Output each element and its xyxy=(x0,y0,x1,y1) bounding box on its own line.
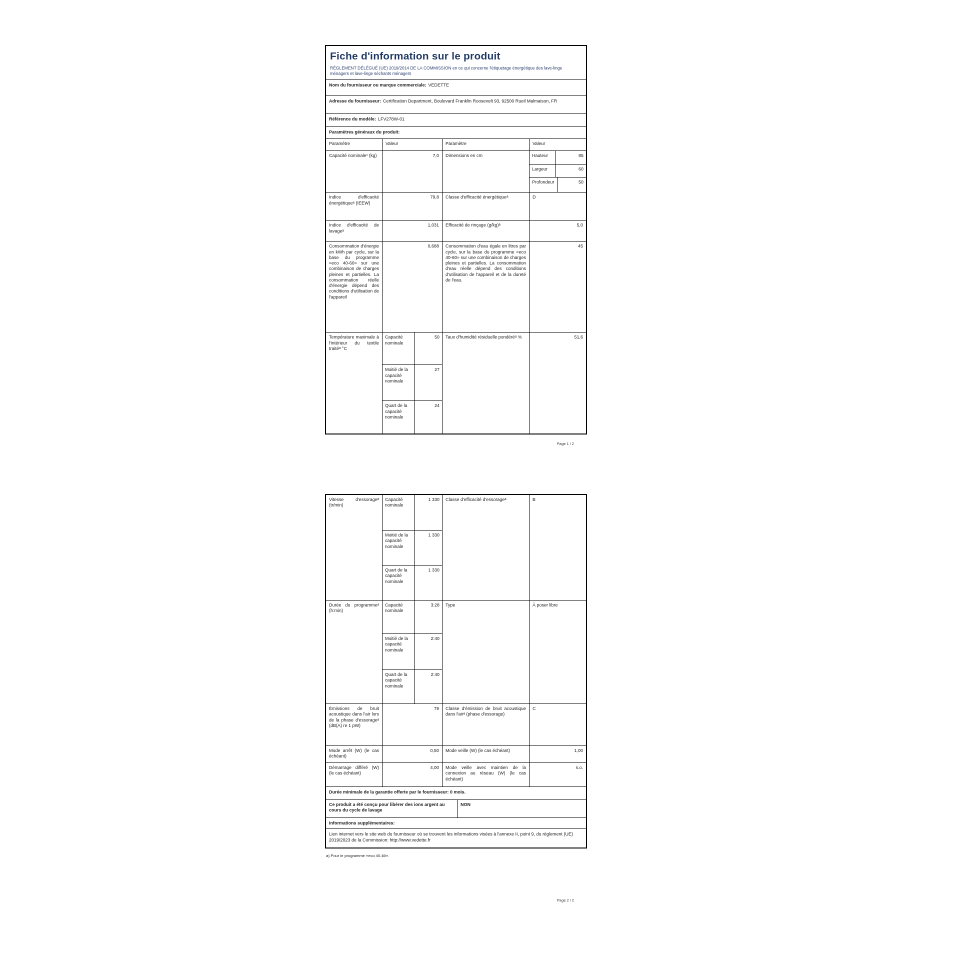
dimensions-label: Dimensions en cm xyxy=(442,151,529,192)
row-energy-water xyxy=(326,241,586,332)
energy-consumption-value: 0,688 xyxy=(382,242,442,333)
duration-nominal-value: 3:28 xyxy=(415,601,443,634)
title-block xyxy=(326,46,586,80)
off-mode-label: Mode arrêt (W) (le cas échéant) xyxy=(329,748,379,759)
type-value: À poser libre xyxy=(529,601,586,704)
page-1 xyxy=(325,45,588,475)
additional-info-label: Informations supplémentaires: xyxy=(329,820,395,826)
product-fiche-page2 xyxy=(325,494,587,849)
row-wash-rinse xyxy=(326,220,586,241)
dim-width-label: Largeur xyxy=(532,166,548,172)
standby-value: 1,00 xyxy=(529,746,586,763)
table-header-row xyxy=(326,139,586,151)
page1-footer: Page 1 / 2 xyxy=(556,441,574,447)
spin-quarter-value: 1 330 xyxy=(415,566,443,601)
row-duration-type xyxy=(326,600,586,704)
spin-nominal-value: 1 330 xyxy=(415,495,443,530)
dimension-row xyxy=(530,164,587,177)
row-eei-class xyxy=(326,192,586,220)
dimension-row xyxy=(530,177,587,192)
duration-half-row xyxy=(383,634,443,670)
col-header-param-2: Paramètre xyxy=(442,139,529,151)
capacity-value: 7,0 xyxy=(382,151,442,192)
standby-label: Mode veille (W) (le cas échéant) xyxy=(442,746,529,763)
wash-index-label: Indice d'efficacité de lavageᵃ xyxy=(329,222,379,234)
col-header-value-1: Valeur xyxy=(382,139,442,151)
spin-half-value: 1 330 xyxy=(415,531,443,566)
row-capacity-dimensions xyxy=(326,151,586,193)
supplier-link-text: Lien internet vers le site web du fournisseur où se trouvent les informations visées à l'annexe II, point 9, du règlement (UE) 2019/2023 de la Commission: http://www.vedette.fr xyxy=(329,831,573,843)
off-mode-value: 0,50 xyxy=(382,746,442,763)
energy-consumption-label: Consommation d'énergie en kWh par cycle, sur la base du programme «eco 40-60» sur une combinaison de charges pleines et partielles. La consommation réelle d'énergie dépend des conditions d'utilisation de l'appareil xyxy=(329,243,379,300)
address-value: Certification Department, Boulevard Franklin Roosevelt 93, 92500 Rueil Malmaison, FR xyxy=(383,98,558,104)
dim-depth-value: 50 xyxy=(557,178,586,193)
temp-quarter-label: Quart de la capacité nominale xyxy=(385,403,408,420)
address-row xyxy=(326,96,586,114)
row-delay-network xyxy=(326,763,586,787)
dim-depth-label: Profondeur xyxy=(532,179,555,185)
delay-start-label: Démarrage différé (W) (le cas échéant) xyxy=(329,765,379,776)
duration-half-value: 2:40 xyxy=(415,634,443,670)
model-label: Référence du modèle: xyxy=(329,116,377,122)
eei-value: 79,8 xyxy=(382,193,442,221)
temp-nominal-label: Capacité nominale xyxy=(385,334,404,346)
general-params-row xyxy=(326,127,586,139)
model-value: LFV278W-01 xyxy=(378,116,405,122)
temp-nominal-value: 50 xyxy=(415,333,443,365)
supplier-label: Nom du fournisseur ou marque commerciale: xyxy=(329,82,427,88)
temp-quarter-value: 24 xyxy=(415,401,443,434)
supplier-value: VEDETTE xyxy=(428,82,450,88)
duration-nominal-label: Capacité nominale xyxy=(385,602,404,614)
dim-height-label: Hauteur xyxy=(532,153,549,159)
dim-width-value: 60 xyxy=(556,165,587,178)
duration-subtable xyxy=(382,601,442,704)
duration-quarter-value: 2:40 xyxy=(415,670,443,704)
spin-label: Vitesse d'essorageᵃ (tr/min) xyxy=(329,497,379,508)
wash-index-value: 1,031 xyxy=(382,221,442,242)
regulation-subtitle: RÈGLEMENT DÉLÉGUÉ (UE) 2019/2014 DE LA COMMISSION en ce qui concerne l'étiquetage énergétique des lave-linge ménagers et lave-linge séchants ménagers xyxy=(330,65,563,77)
noise-class-value: C xyxy=(529,704,586,746)
dimension-row xyxy=(530,151,587,164)
page-title: Fiche d'information sur le produit xyxy=(330,50,501,62)
col-header-param-1: Paramètre xyxy=(329,141,351,147)
row-temperature-humidity xyxy=(326,332,586,434)
network-standby-label: Mode veille avec maintien de la connexion au réseau (W) (le cas échéant) xyxy=(442,763,529,787)
spin-nominal-row xyxy=(383,495,443,530)
rinse-value: 5,0 xyxy=(529,221,586,242)
dim-height-value: 85 xyxy=(556,151,587,164)
temp-quarter-row xyxy=(383,401,443,434)
product-fiche-page1 xyxy=(325,45,587,435)
noise-value: 79 xyxy=(382,704,442,746)
humidity-value: 51,6 xyxy=(529,333,586,434)
temp-half-row xyxy=(383,365,443,401)
duration-quarter-label: Quart de la capacité nominale xyxy=(385,672,408,689)
spin-quarter-label: Quart de la capacité nominale xyxy=(385,567,408,584)
temp-half-label: Moitié de la capacité nominale xyxy=(385,367,409,384)
silver-ions-label: Ce produit a été conçu pour libérer des ions argent au cours du cycle de lavage xyxy=(329,802,445,813)
general-params-label: Paramètres généraux du produit: xyxy=(329,129,400,135)
temp-half-value: 27 xyxy=(415,365,443,401)
model-row xyxy=(326,114,586,127)
duration-nominal-row xyxy=(383,601,443,634)
row-spin-class xyxy=(326,495,586,600)
duration-quarter-row xyxy=(383,670,443,704)
water-consumption-value: 45 xyxy=(529,242,586,333)
capacity-label: Capacité nominale¹ (kg) xyxy=(329,153,377,159)
temperature-subtable xyxy=(382,333,442,434)
dimensions-subtable xyxy=(529,151,586,192)
footnote-eco-programme: a) Pour le programme «eco 40-60». xyxy=(326,853,390,859)
page-2 xyxy=(325,494,588,934)
energy-class-label: Classe d'efficacité énergétiqueᵃ xyxy=(442,193,529,221)
supplier-link-row xyxy=(326,829,586,848)
additional-info-row xyxy=(326,818,586,829)
col-header-value-2: Valeur xyxy=(529,139,586,151)
water-consumption-label: Consommation d'eau égale en litres par cycle, sur la base du programme «eco 40-60» sur une combinaison de charges pleines et partielles. La consommation d'eau réelle dépend des conditions d'utilisation de l'appareil et de la dureté de l'eau. xyxy=(442,242,529,333)
supplier-row xyxy=(326,80,586,96)
rinse-label: Efficacité de rinçage (g/kg)ᵃ xyxy=(442,221,529,242)
duration-label: Durée du programmeᵃ (h:min) xyxy=(329,602,379,614)
spin-subtable xyxy=(382,495,442,600)
row-offmode-standby xyxy=(326,746,586,763)
spin-half-row xyxy=(383,530,443,565)
delay-start-value: 4,00 xyxy=(382,763,442,787)
humidity-label: Taux d'humidité résiduelle pondéréᵃ % xyxy=(442,333,529,434)
spin-half-label: Moitié de la capacité nominale xyxy=(385,532,409,549)
page2-footer: Page 2 / 2 xyxy=(556,898,574,903)
row-silver-ions xyxy=(326,800,586,818)
type-label: Type xyxy=(442,601,529,704)
eei-label: Indice d'efficacité énergétiqueᵃ (IEEW) xyxy=(329,194,379,206)
row-noise-class xyxy=(326,704,586,746)
address-label: Adresse du fournisseur: xyxy=(329,98,382,104)
silver-ions-value: NON xyxy=(457,800,586,818)
warranty-row xyxy=(326,787,586,800)
warranty-text: Durée minimale de la garantie offerte par le fournisseur: 0 mois. xyxy=(329,789,466,795)
noise-label: Émissions de bruit acoustique dans l'air lors de la phase d'essorageᵃ (dB(A) re 1 pW) xyxy=(329,706,379,728)
temperature-label: Température maximale à l'intérieur du textile traitéᵃ °C xyxy=(329,334,379,351)
spin-class-label: Classe d'efficacité d'essorageᵃ xyxy=(442,495,529,600)
spin-nominal-label: Capacité nominale xyxy=(385,497,404,508)
network-standby-value: s.o. xyxy=(529,763,586,787)
duration-half-label: Moitié de la capacité nominale xyxy=(385,636,409,653)
energy-class-value: D xyxy=(529,193,586,221)
temp-nominal-row xyxy=(383,333,443,365)
spin-quarter-row xyxy=(383,565,443,600)
noise-class-label: Classe d'émission de bruit acoustique dans l'airᵃ (phase d'essorage) xyxy=(442,704,529,746)
spin-class-value: B xyxy=(529,495,586,600)
